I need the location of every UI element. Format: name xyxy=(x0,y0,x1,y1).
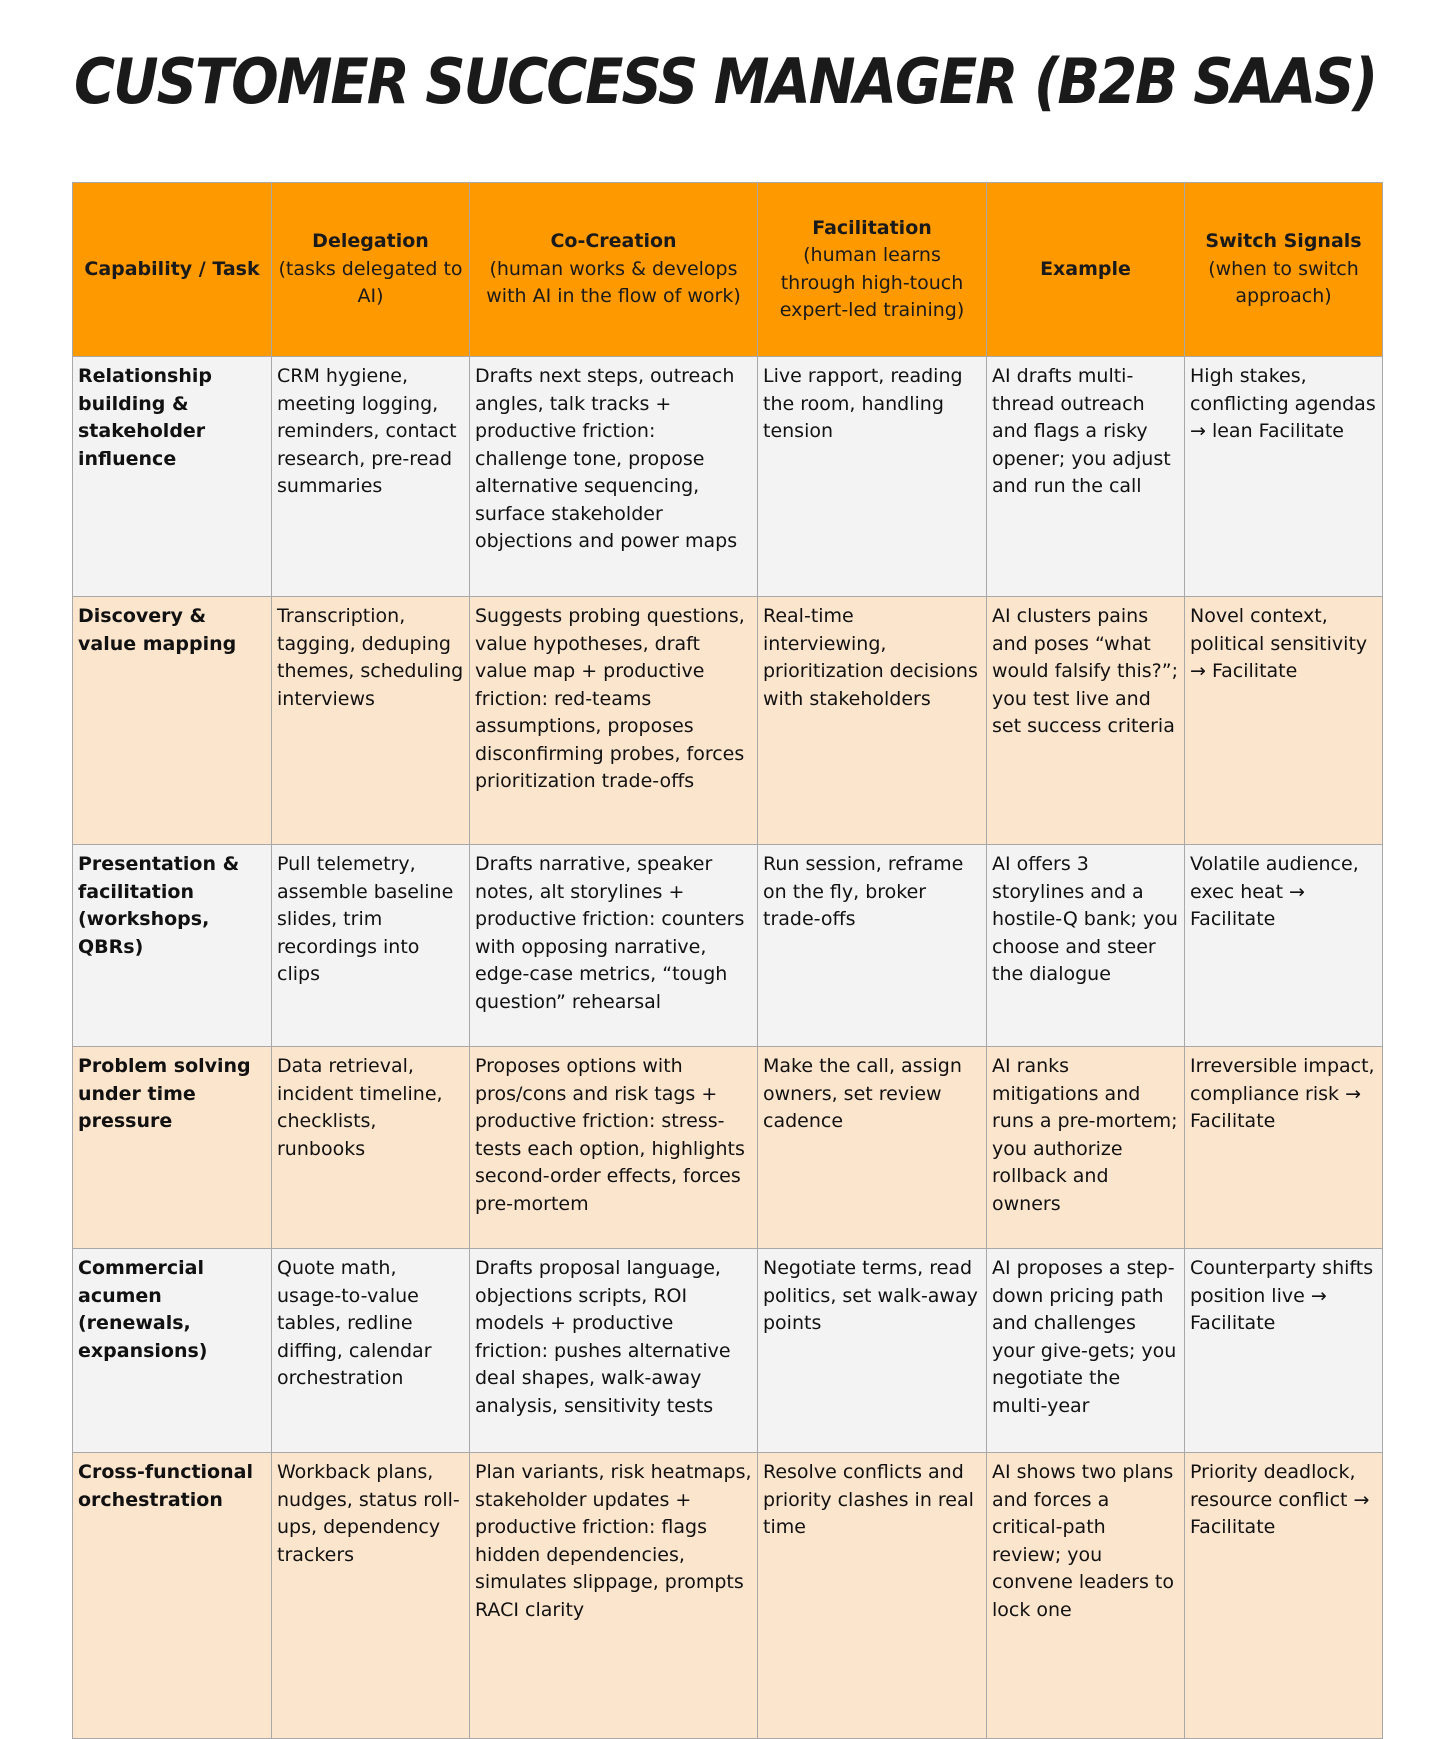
header-cocreation xyxy=(470,183,758,357)
cell-example: AI ranks mitigations and runs a pre-mortem; you authorize rollback and owners xyxy=(987,1047,1185,1249)
cell-cocreation: Drafts next steps, outreach angles, talk tracks + productive friction: challenge tone, propose alternative sequencing, surface stakeholder objections and power maps xyxy=(470,357,758,597)
cell-task: Problem solving under time pressure xyxy=(73,1047,272,1249)
cell-cocreation: Suggests probing questions, value hypotheses, draft value map + productive friction: red-teams assumptions, proposes disconfirming probes, forces prioritization trade-offs xyxy=(470,597,758,845)
cell-cocreation: Drafts proposal language, objections scripts, ROI models + productive friction: pushes alternative deal shapes, walk-away analysis, sensitivity tests xyxy=(470,1249,758,1453)
header-delegation-subtitle: (tasks delegated to AI) xyxy=(278,257,463,308)
cell-facilitation: Real-time interviewing, prioritization decisions with stakeholders xyxy=(758,597,987,845)
table-row xyxy=(73,597,1383,845)
cell-delegation: CRM hygiene, meeting logging, reminders, contact research, pre-read summaries xyxy=(272,357,470,597)
table-row xyxy=(73,357,1383,597)
cell-task: Commercial acumen (renewals, expansions) xyxy=(73,1249,272,1453)
cell-facilitation: Live rapport, reading the room, handling tension xyxy=(758,357,987,597)
header-facilitation-title: Facilitation xyxy=(812,216,932,239)
capability-table xyxy=(72,182,1383,1739)
page-title: CUSTOMER SUCCESS MANAGER (B2B SAAS) xyxy=(74,45,1377,119)
cell-delegation: Workback plans, nudges, status roll-ups, dependency trackers xyxy=(272,1453,470,1739)
cell-switch-signals: Novel context, political sensitivity → Facilitate xyxy=(1185,597,1383,845)
cell-facilitation: Run session, reframe on the fly, broker trade-offs xyxy=(758,845,987,1047)
header-capability-title: Capability / Task xyxy=(84,257,260,280)
header-facilitation xyxy=(758,183,987,357)
header-switch-signals xyxy=(1185,183,1383,357)
header-switch-signals-title: Switch Signals xyxy=(1205,230,1362,253)
cell-switch-signals: Priority deadlock, resource conflict → Facilitate xyxy=(1185,1453,1383,1739)
table-row xyxy=(73,1453,1383,1739)
cell-example: AI proposes a step-down pricing path and challenges your give-gets; you negotiate the multi-year xyxy=(987,1249,1185,1453)
cell-facilitation: Make the call, assign owners, set review cadence xyxy=(758,1047,987,1249)
header-switch-signals-subtitle: (when to switch approach) xyxy=(1208,257,1359,308)
header-example xyxy=(987,183,1185,357)
cell-facilitation: Resolve conflicts and priority clashes in real time xyxy=(758,1453,987,1739)
cell-delegation: Pull telemetry, assemble baseline slides, trim recordings into clips xyxy=(272,845,470,1047)
table-header-row xyxy=(73,183,1383,357)
cell-cocreation: Plan variants, risk heatmaps, stakeholder updates + productive friction: flags hidden dependencies, simulates slippage, prompts RACI clarity xyxy=(470,1453,758,1739)
table-row xyxy=(73,845,1383,1047)
cell-switch-signals: High stakes, conflicting agendas → lean Facilitate xyxy=(1185,357,1383,597)
cell-task: Discovery & value mapping xyxy=(73,597,272,845)
cell-switch-signals: Irreversible impact, compliance risk → Facilitate xyxy=(1185,1047,1383,1249)
cell-example: AI drafts multi-thread outreach and flags a risky opener; you adjust and run the call xyxy=(987,357,1185,597)
header-delegation-title: Delegation xyxy=(312,230,429,253)
cell-switch-signals: Volatile audience, exec heat → Facilitate xyxy=(1185,845,1383,1047)
capability-table-container xyxy=(72,182,1382,1739)
cell-facilitation: Negotiate terms, read politics, set walk-away points xyxy=(758,1249,987,1453)
cell-delegation: Data retrieval, incident timeline, checklists, runbooks xyxy=(272,1047,470,1249)
cell-task: Relationship building & stakeholder influence xyxy=(73,357,272,597)
header-example-title: Example xyxy=(1040,257,1131,280)
cell-switch-signals: Counterparty shifts position live → Facilitate xyxy=(1185,1249,1383,1453)
cell-cocreation: Proposes options with pros/cons and risk tags + productive friction: stress-tests each option, highlights second-order effects, forces pre-mortem xyxy=(470,1047,758,1249)
cell-example: AI clusters pains and poses “what would falsify this?”; you test live and set success criteria xyxy=(987,597,1185,845)
header-delegation xyxy=(272,183,470,357)
cell-task: Presentation & facilitation (workshops, QBRs) xyxy=(73,845,272,1047)
header-cocreation-title: Co-Creation xyxy=(550,230,677,253)
table-row xyxy=(73,1047,1383,1249)
cell-delegation: Transcription, tagging, deduping themes, scheduling interviews xyxy=(272,597,470,845)
cell-example: AI shows two plans and forces a critical-path review; you convene leaders to lock one xyxy=(987,1453,1185,1739)
header-capability xyxy=(73,183,272,357)
cell-cocreation: Drafts narrative, speaker notes, alt storylines + productive friction: counters with opposing narrative, edge-case metrics, “tough question” rehearsal xyxy=(470,845,758,1047)
table-row xyxy=(73,1249,1383,1453)
cell-delegation: Quote math, usage-to-value tables, redline diffing, calendar orchestration xyxy=(272,1249,470,1453)
cell-task: Cross-functional orchestration xyxy=(73,1453,272,1739)
cell-example: AI offers 3 storylines and a hostile-Q bank; you choose and steer the dialogue xyxy=(987,845,1185,1047)
header-facilitation-subtitle: (human learns through high-touch expert-led training) xyxy=(779,244,965,321)
header-cocreation-subtitle: (human works & develops with AI in the flow of work) xyxy=(486,257,741,308)
